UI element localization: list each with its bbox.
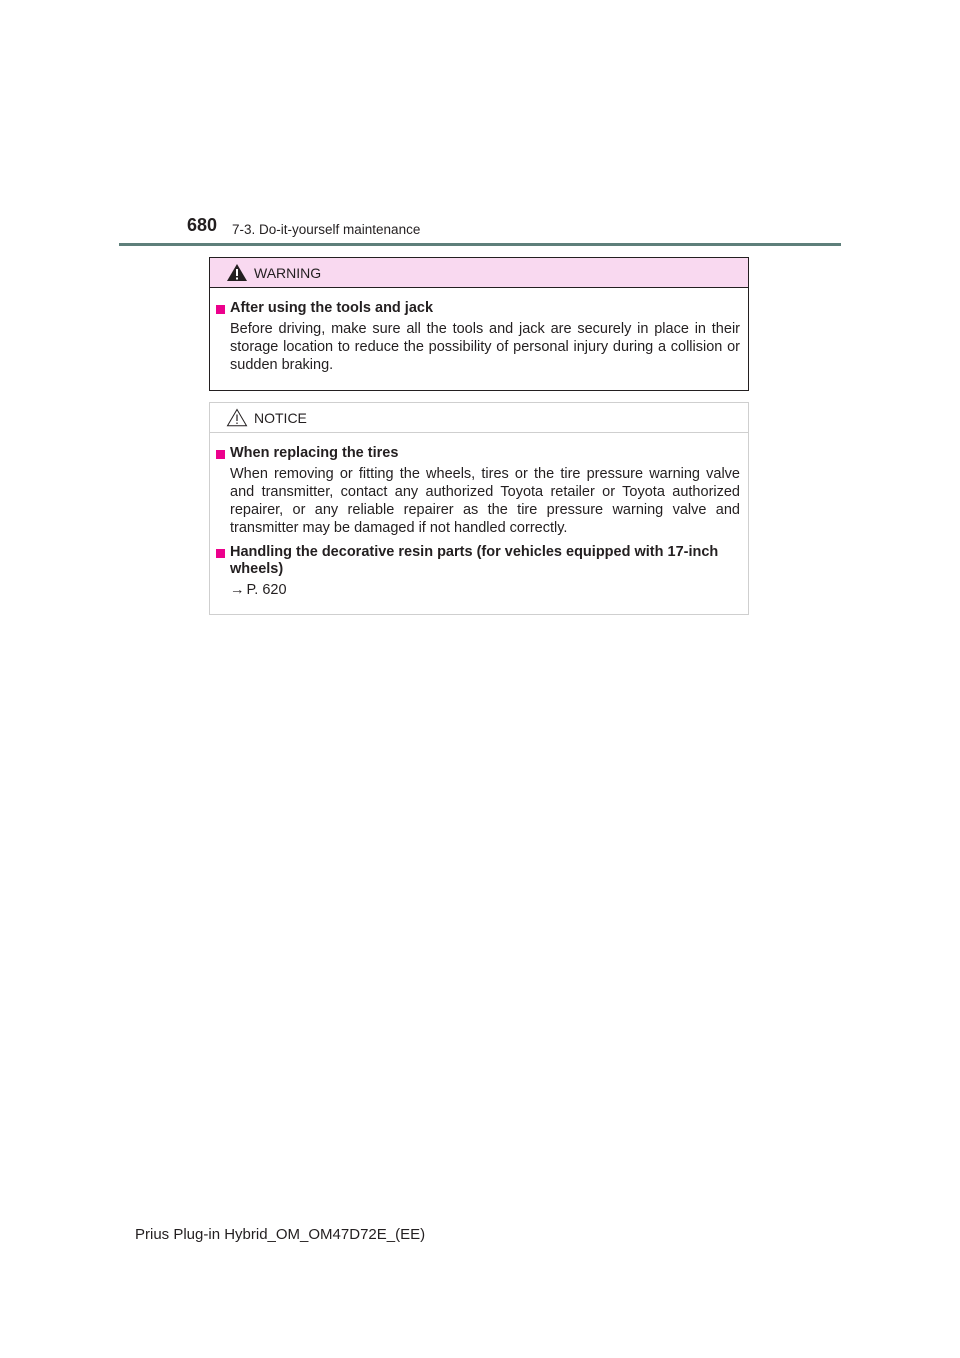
page-number: 680: [187, 215, 218, 235]
notice-header: [210, 403, 748, 433]
notice-triangle-icon: [226, 408, 248, 427]
warning-body: [210, 288, 748, 374]
warning-item-text: Before driving, make sure all the tools and jack are securely in place in their storage location to reduce the possibility of personal injury during a collision or sudden braking.: [230, 320, 740, 373]
bullet-square-icon: [216, 549, 225, 558]
notice-box: [209, 402, 749, 615]
warning-triangle-icon: [226, 263, 248, 282]
page-reference-text: P. 620: [246, 581, 287, 598]
footer-document-id: Prius Plug-in Hybrid_OM_OM47D72E_(EE): [135, 1226, 426, 1243]
warning-item-title-row: [216, 300, 740, 318]
warning-label: WARNING: [254, 265, 322, 281]
warning-box: [209, 257, 749, 391]
notice-item-title: When replacing the tires: [230, 445, 399, 461]
notice-item-title: Handling the decorative resin parts (for vehicles equipped with 17-inch wheels): [230, 543, 719, 577]
notice-item-title-row: [216, 544, 740, 579]
warning-header: [210, 258, 748, 288]
bullet-square-icon: [216, 450, 225, 459]
notice-item-title-row: [216, 445, 740, 463]
notice-label: NOTICE: [254, 410, 307, 426]
warning-item-title: After using the tools and jack: [230, 300, 434, 316]
section-title: 7-3. Do-it-yourself maintenance: [232, 222, 421, 237]
bullet-square-icon: [216, 305, 225, 314]
page-reference-link[interactable]: [230, 582, 740, 598]
notice-item-text: When removing or fitting the wheels, tires or the tire pressure warning valve and transmitter, contact any authorized Toyota retailer or Toyota authorized repairer, or any reliable repairer as the tire pressure warning valve and transmitter may be damaged if not handled correctly.: [230, 465, 740, 536]
header-divider: [119, 243, 841, 246]
arrow-right-icon: →: [230, 581, 245, 598]
notice-body: [210, 433, 748, 598]
